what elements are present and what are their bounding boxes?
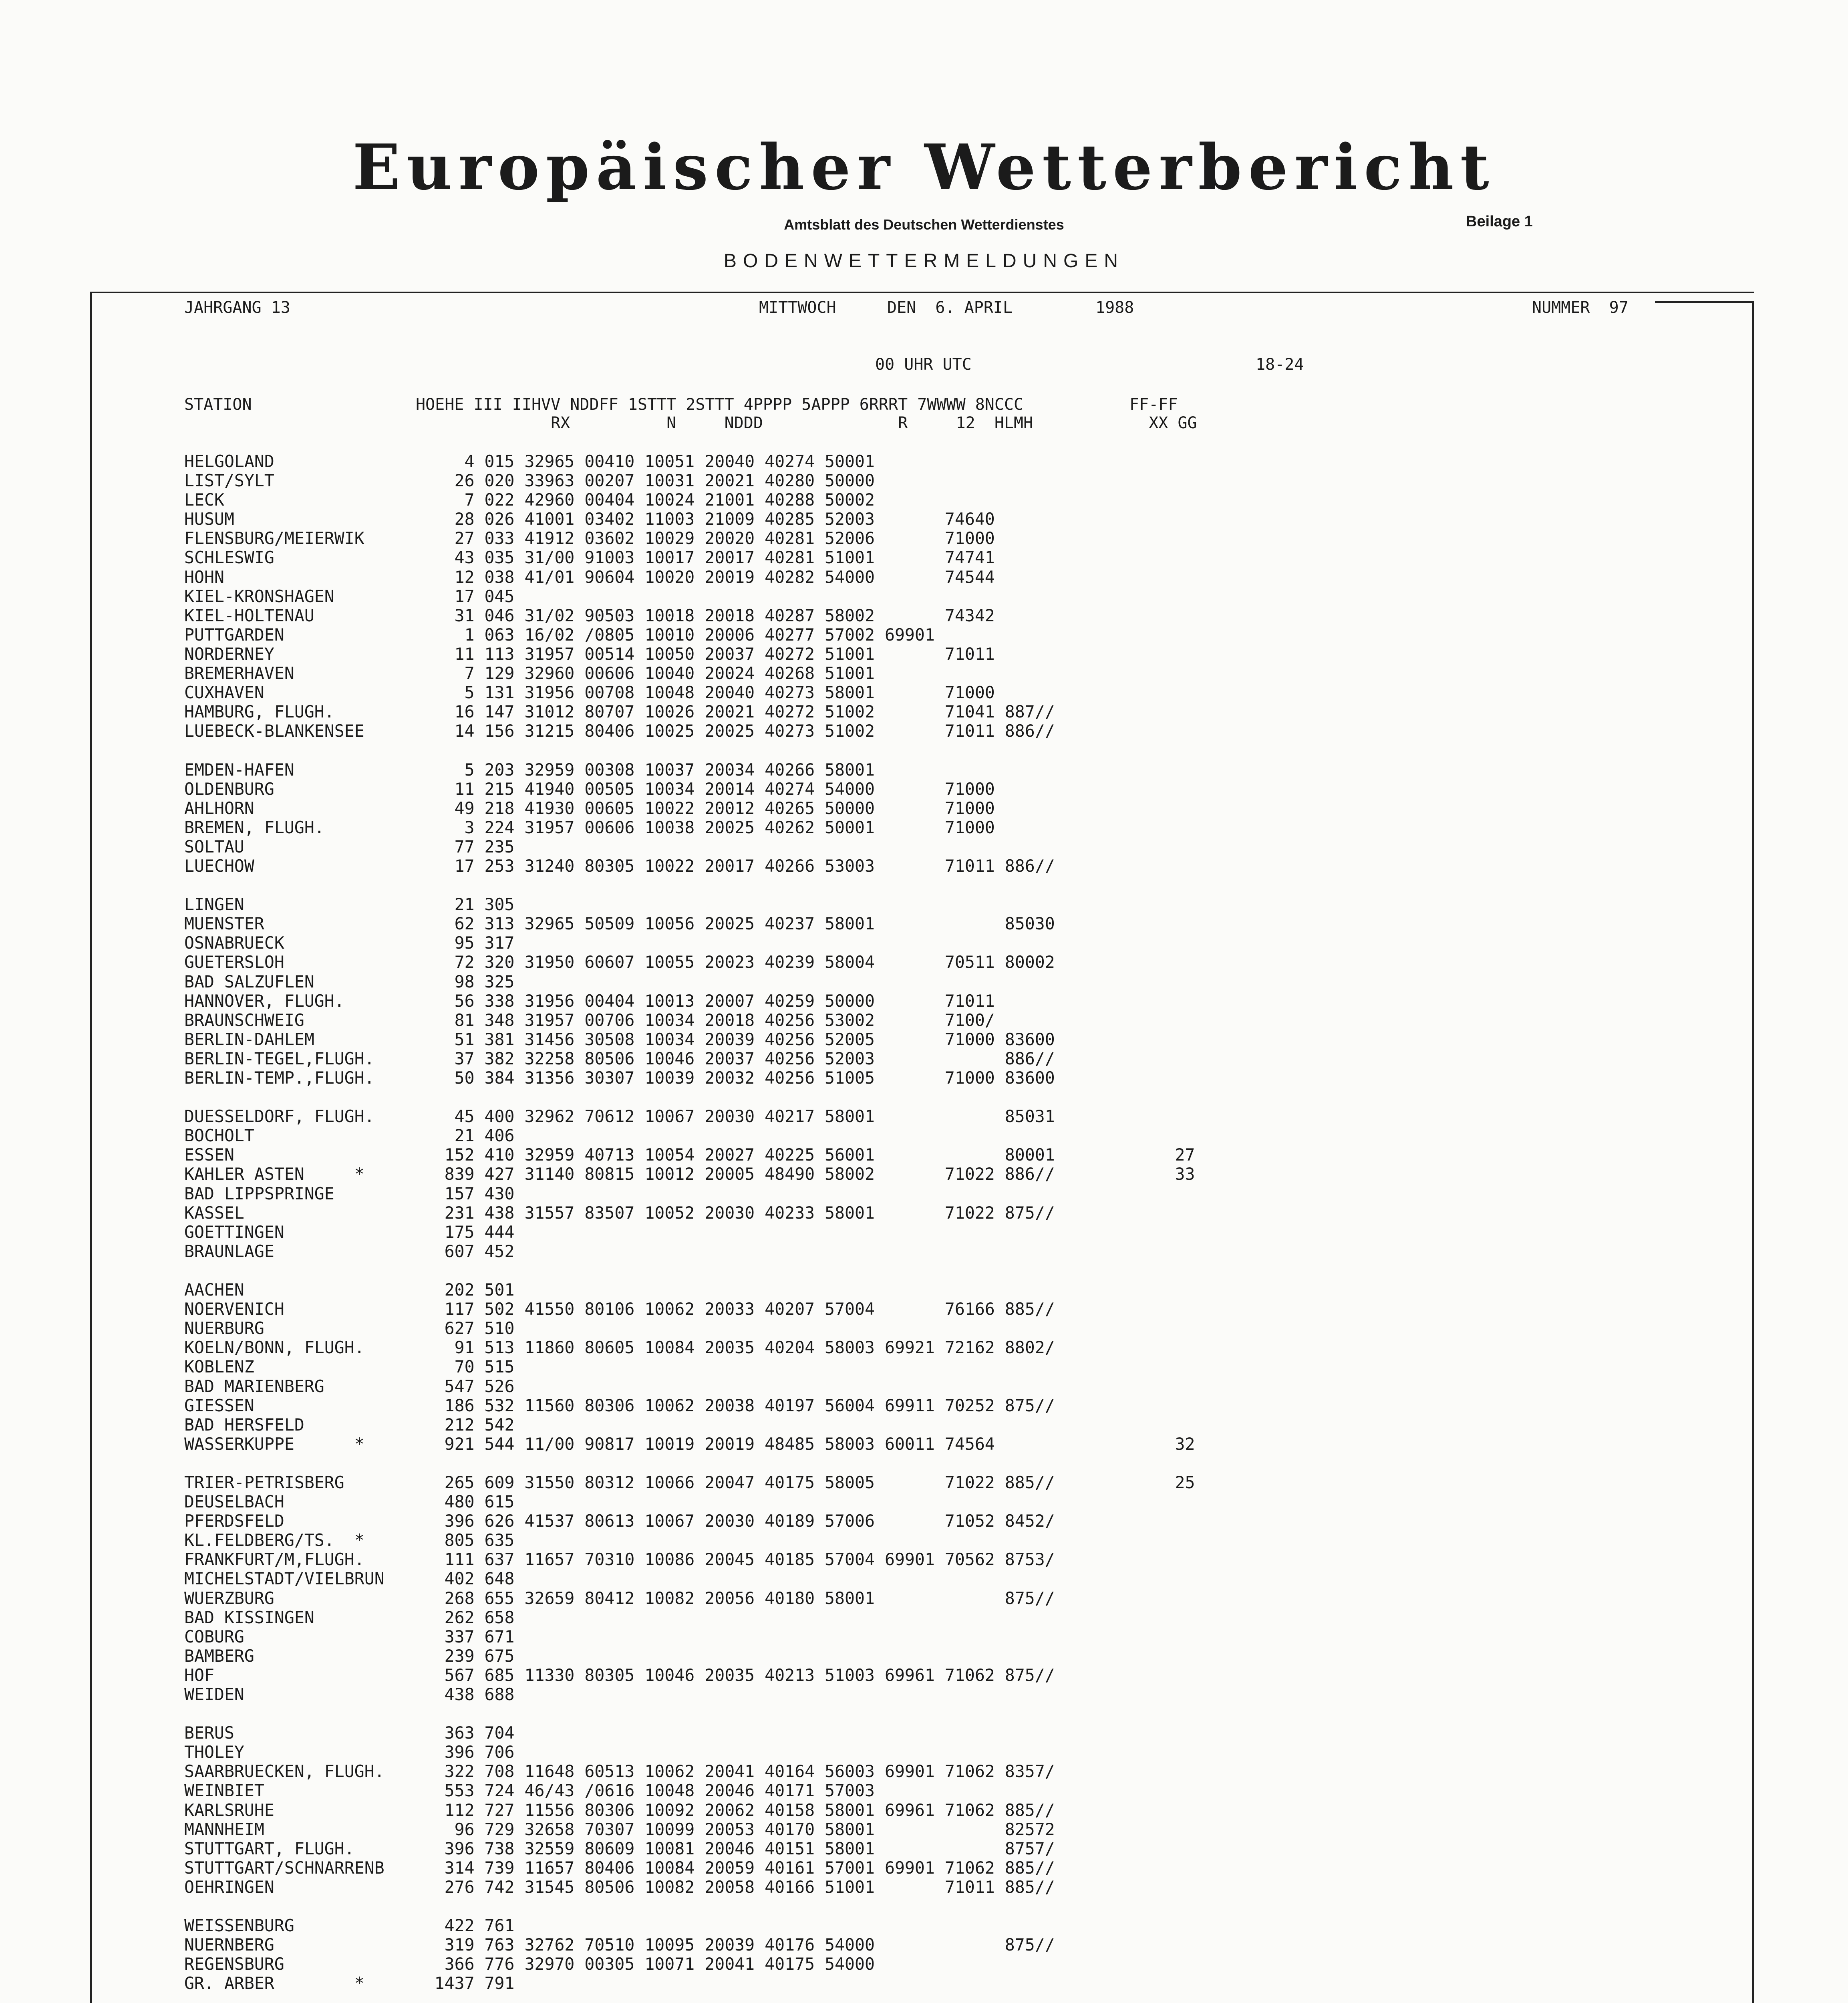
station-row: OLDENBURG 11 215 41940 00505 10034 20014 40274 54000 71000 [184,779,995,799]
masthead-subtitle: Amtsblatt des Deutschen Wetterdienstes [784,216,1064,233]
station-row: WEINBIET 553 724 46/43 /0616 10048 20046 40171 57003 [184,1781,875,1801]
supplement-label: Beilage 1 [1466,213,1533,230]
group-spacer [184,1704,1195,1723]
station-row: BREMERHAVEN 7 129 32960 00606 10040 20024 40268 51001 [184,663,875,683]
station-row: ESSEN 152 410 32959 40713 10054 20027 40225 56001 80001 27 [184,1145,1195,1165]
report-type-heading: BODENWETTERMELDUNGEN [723,250,1125,272]
station-row: WASSERKUPPE * 921 544 11/00 90817 10019 20019 48485 58003 60011 74564 32 [184,1434,1195,1454]
station-row: HOHN 12 038 41/01 90604 10020 20019 40282 54000 74544 [184,567,995,587]
observation-time: 00 UHR UTC [875,355,972,374]
station-row: KOELN/BONN, FLUGH. 91 513 11860 80605 10084 20035 40204 58003 69921 72162 8802/ [184,1338,1055,1358]
station-row: AHLHORN 49 218 41930 00605 10022 20012 40265 50000 71000 [184,798,995,818]
station-row: FLENSBURG/MEIERWIK 27 033 41912 03602 10029 20020 40281 52006 71000 [184,528,995,548]
group-spacer [184,1088,1195,1107]
station-row: PFERDSFELD 396 626 41537 80613 10067 20030 40189 57006 71052 8452/ [184,1511,1055,1531]
station-row: HELGOLAND 4 015 32965 00410 10051 20040 40274 50001 [184,451,875,471]
station-row: WEISSENBURG 422 761 [184,1916,515,1936]
weekday-label: MITTWOCH [759,298,836,317]
column-header-line1: STATION HOEHE III IIHVV NDDFF 1STTT 2STTT 4PPPP 5APPP 6RRRT 7WWWW 8NCCC FF-FF [184,395,1178,414]
station-row: HUSUM 28 026 41001 03402 11003 21009 40285 52003 74640 [184,509,995,529]
station-row: MICHELSTADT/VIELBRUN 402 648 [184,1569,515,1589]
group-spacer [184,1261,1195,1280]
station-row: EMDEN-HAFEN 5 203 32959 00308 10037 20034 40266 58001 [184,760,875,780]
station-row: PUTTGARDEN 1 063 16/02 /0805 10010 20006 40277 57002 69901 [184,625,935,645]
station-row: COBURG 337 671 [184,1626,515,1646]
station-row: MANNHEIM 96 729 32658 70307 10099 20053 40170 58001 82572 [184,1819,1055,1839]
station-row: BERLIN-TEMP.,FLUGH. 50 384 31356 30307 10039 20032 40256 51005 71000 83600 [184,1068,1055,1088]
station-row: HOF 567 685 11330 80305 10046 20035 40213 51003 69961 71062 875// [184,1665,1055,1685]
station-row: GUETERSLOH 72 320 31950 60607 10055 20023 40239 58004 70511 80002 [184,952,1055,972]
year-label: 1988 [1095,298,1134,317]
station-row: NUERBURG 627 510 [184,1318,515,1338]
column-header-line2: RX N NDDD R 12 HLMH XX GG [184,414,1197,432]
station-row: MUENSTER 62 313 32965 50509 10056 20025 40237 58001 85030 [184,914,1055,934]
station-row: SAARBRUECKEN, FLUGH. 322 708 11648 60513 10062 20041 40164 56003 69901 71062 8357/ [184,1761,1055,1781]
station-row: KIEL-HOLTENAU 31 046 31/02 90503 10018 20018 40287 58002 74342 [184,605,995,625]
station-row: KOBLENZ 70 515 [184,1357,515,1377]
station-row: BRAUNSCHWEIG 81 348 31957 00706 10034 20018 40256 53002 7100/ [184,1010,995,1030]
group-spacer [184,1454,1195,1473]
station-row: BRAUNLAGE 607 452 [184,1241,515,1261]
station-row: BOCHOLT 21 406 [184,1126,515,1146]
station-row: THOLEY 396 706 [184,1742,515,1762]
date-label: DEN 6. APRIL [887,298,1013,317]
station-row: BAD HERSFELD 212 542 [184,1415,515,1435]
station-row: STUTTGART, FLUGH. 396 738 32559 80609 10081 20046 40151 58001 8757/ [184,1838,1055,1858]
station-row: BAD KISSINGEN 262 658 [184,1607,515,1627]
station-row: GIESSEN 186 532 11560 80306 10062 20038 40197 56004 69911 70252 875// [184,1395,1055,1415]
station-row: HAMBURG, FLUGH. 16 147 31012 80707 10026 20021 40272 51002 71041 887// [184,702,1055,722]
station-row: LECK 7 022 42960 00404 10024 21001 40288 50002 [184,490,875,510]
station-row: GOETTINGEN 175 444 [184,1222,515,1242]
station-row: TRIER-PETRISBERG 265 609 31550 80312 10066 20047 40175 58005 71022 885// 25 [184,1472,1195,1492]
station-row: KAHLER ASTEN * 839 427 31140 80815 10012 20005 48490 58002 71022 886// 33 [184,1164,1195,1184]
group-spacer [184,1897,1195,1916]
station-row: LUEBECK-BLANKENSEE 14 156 31215 80406 10025 20025 40273 51002 71011 886// [184,721,1055,741]
masthead-title: Europäischer Wetterbericht [352,131,1496,204]
extra-period-label: 18-24 [1256,355,1304,374]
station-row: BAD LIPPSPRINGE 157 430 [184,1183,515,1203]
station-row: REGENSBURG 366 776 32970 00305 10071 20041 40175 54000 [184,1954,875,1974]
station-row: BERLIN-DAHLEM 51 381 31456 30508 10034 20039 40256 52005 71000 83600 [184,1029,1055,1049]
station-row: KASSEL 231 438 31557 83507 10052 20030 40233 58001 71022 875// [184,1203,1055,1223]
frame-rule [1752,301,1754,2003]
station-row: OEHRINGEN 276 742 31545 80506 10082 20058 40166 51001 71011 885// [184,1877,1055,1897]
station-row: BAMBERG 239 675 [184,1646,515,1666]
group-spacer [184,741,1195,760]
station-row: KARLSRUHE 112 727 11556 80306 10092 20062 40158 58001 69961 71062 885// [184,1800,1055,1820]
station-table [184,452,1195,2003]
station-row: LIST/SYLT 26 020 33963 00207 10031 20021 40280 50000 [184,471,875,491]
station-row: KIEL-KRONSHAGEN 17 045 [184,586,515,606]
station-row: STUTTGART/SCHNARRENB 314 739 11657 80406 10084 20059 40161 57001 69901 71062 885// [184,1858,1055,1878]
station-row: KL.FELDBERG/TS. * 805 635 [184,1530,515,1550]
group-spacer [184,1993,1195,2003]
station-row: BAD SALZUFLEN 98 325 [184,971,515,991]
station-row: SCHLESWIG 43 035 31/00 91003 10017 20017 40281 51001 74741 [184,548,995,568]
station-row: CUXHAVEN 5 131 31956 00708 10048 20040 40273 58001 71000 [184,683,995,703]
group-spacer [184,876,1195,895]
station-row: DUESSELDORF, FLUGH. 45 400 32962 70612 10067 20030 40217 58001 85031 [184,1106,1055,1126]
station-row: GR. ARBER * 1437 791 [184,1973,515,1993]
station-row: OSNABRUECK 95 317 [184,933,515,953]
station-row: FRANKFURT/M,FLUGH. 111 637 11657 70310 10086 20045 40185 57004 69901 70562 8753/ [184,1550,1055,1570]
station-row: WUERZBURG 268 655 32659 80412 10082 20056 40180 58001 875// [184,1588,1055,1608]
station-row: LINGEN 21 305 [184,895,515,915]
station-row: LUECHOW 17 253 31240 80305 10022 20017 40266 53003 71011 886// [184,856,1055,876]
station-row: WEIDEN 438 688 [184,1685,515,1704]
station-row: DEUSELBACH 480 615 [184,1492,515,1512]
station-row: BERUS 363 704 [184,1723,515,1743]
station-row: HANNOVER, FLUGH. 56 338 31956 00404 10013 20007 40259 50000 71011 [184,991,995,1011]
station-row: SOLTAU 77 235 [184,836,515,856]
station-row: BREMEN, FLUGH. 3 224 31957 00606 10038 20025 40262 50001 71000 [184,817,995,837]
station-row: BERLIN-TEGEL,FLUGH. 37 382 32258 80506 10046 20037 40256 52003 886// [184,1048,1055,1068]
station-row: AACHEN 202 501 [184,1280,515,1300]
station-row: NORDERNEY 11 113 31957 00514 10050 20037 40272 51001 71011 [184,644,995,664]
frame-rule [1655,301,1754,303]
station-row: BAD MARIENBERG 547 526 [184,1376,515,1396]
volume-label: JAHRGANG 13 [184,298,290,317]
station-row: NUERNBERG 319 763 32762 70510 10095 20039 40176 54000 875// [184,1935,1055,1955]
station-row: NOERVENICH 117 502 41550 80106 10062 20033 40207 57004 76166 885// [184,1299,1055,1319]
issue-number: NUMMER 97 [1532,298,1629,317]
